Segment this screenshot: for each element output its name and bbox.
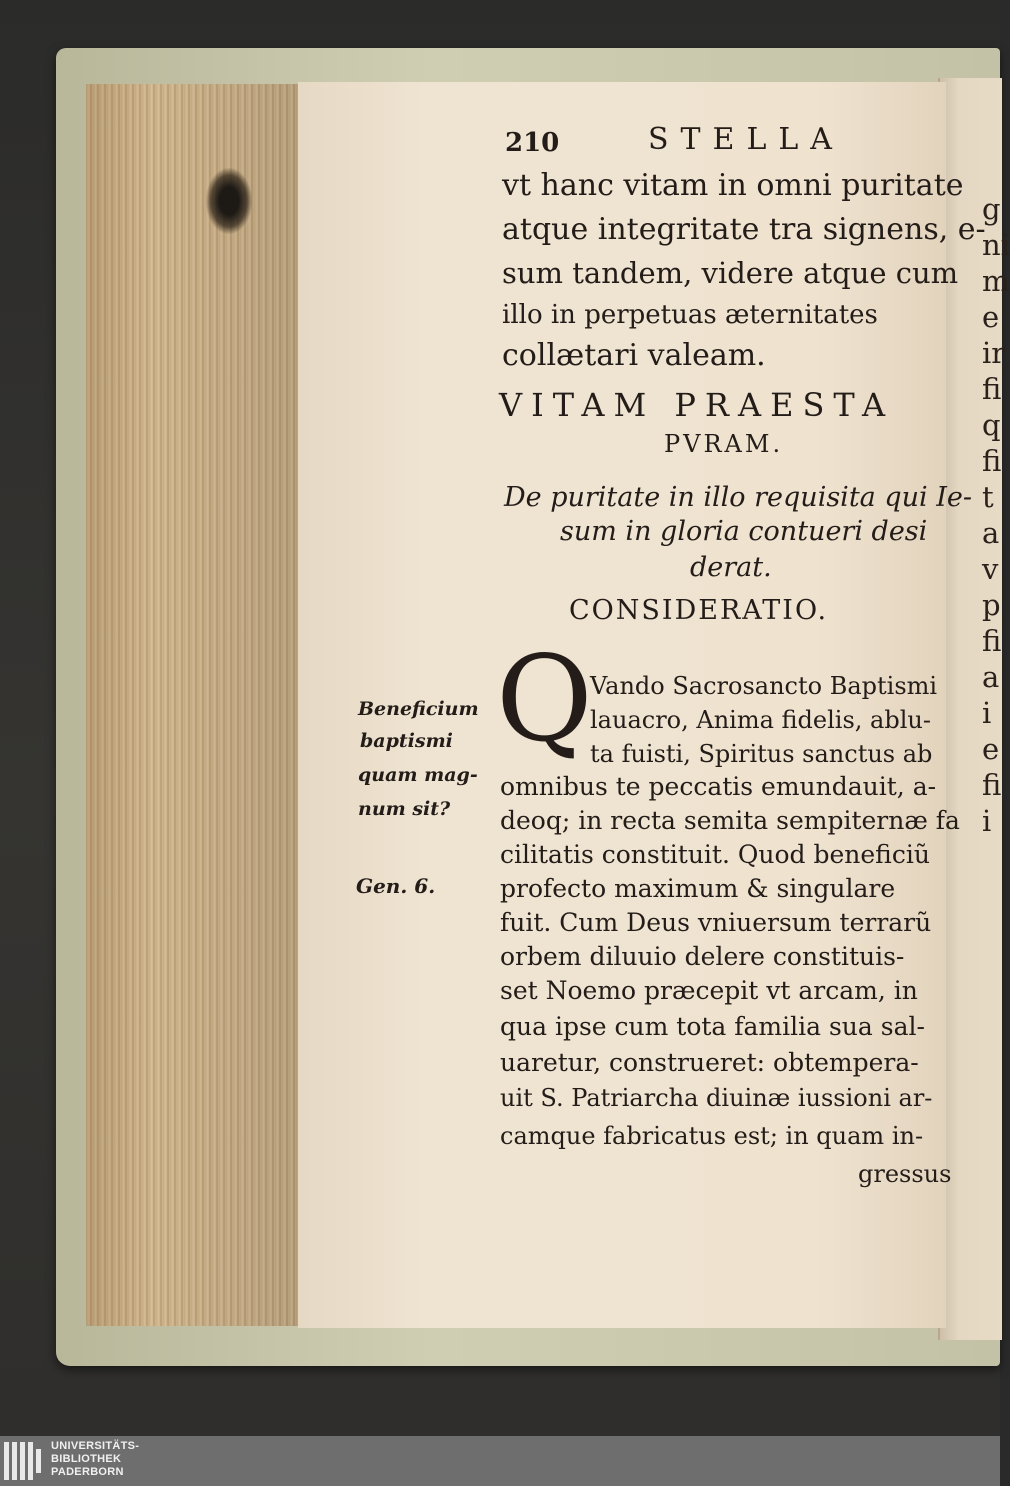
facing-page-fragment: a <box>982 660 1000 694</box>
ink-stain <box>206 168 252 234</box>
facing-page-fragment: e <box>982 732 1000 766</box>
facing-page-fragment: a <box>982 516 1000 550</box>
library-name-line1: UNIVERSITÄTS- <box>51 1440 140 1452</box>
facing-page-fragment: p <box>982 588 1001 622</box>
body-line: illo in perpetuas æternitates <box>502 300 878 330</box>
running-title: STELLA <box>648 122 844 157</box>
library-name <box>51 1440 139 1479</box>
body-line: profecto maximum & singulare <box>500 874 896 903</box>
body-line: deoq; in recta semita sempiternæ fa <box>500 806 960 835</box>
marginal-note: Beneficium <box>358 698 479 720</box>
facing-page-fragment: fi <box>982 768 1002 802</box>
library-logo-icon <box>4 1442 44 1480</box>
body-line: ta fuisti, Spiritus sanctus ab <box>590 740 933 768</box>
body-line: sum tandem, videre atque cum <box>502 256 959 290</box>
body-line: camque fabricatus est; in quam in- <box>500 1122 924 1150</box>
library-name-line3: PADERBORN <box>51 1466 124 1478</box>
page-block-edge <box>86 84 308 1326</box>
body-line: cilitatis constituit. Quod beneficiũ <box>500 840 930 869</box>
consideratio-heading: CONSIDERATIO. <box>569 595 829 626</box>
body-line: Vando Sacrosancto Baptismi <box>590 672 938 700</box>
facing-page-fragment: g <box>982 192 1001 226</box>
body-line: collætari valeam. <box>502 338 766 373</box>
facing-page-fragment: t <box>982 480 994 514</box>
marginal-note: num sit? <box>358 798 451 820</box>
facing-page-fragment: v <box>982 552 999 586</box>
facing-page-fragment: e <box>982 300 1000 334</box>
subheading-line: sum in gloria contueri desi <box>560 516 928 547</box>
facing-page-fragment: fi <box>982 624 1002 658</box>
marginal-note: baptismi <box>360 730 453 752</box>
facing-page-fragment: i <box>982 804 992 838</box>
body-line: vt hanc vitam in omni puritate <box>502 168 964 203</box>
body-line: qua ipse cum tota familia sua sal- <box>500 1012 925 1041</box>
section-heading-cont: PVRAM. <box>664 430 784 458</box>
body-line: fuit. Cum Deus vniuersum terrarũ <box>500 908 932 937</box>
marginal-note: quam mag- <box>358 764 478 786</box>
body-line: uaretur, construeret: obtempera- <box>500 1048 919 1077</box>
footer-bar <box>0 1436 1000 1486</box>
margin-reference: Gen. 6. <box>356 874 436 898</box>
facing-page-fragment: m <box>982 264 1010 298</box>
subheading-line: derat. <box>690 552 772 583</box>
facing-page-fragment: ni <box>982 228 1010 262</box>
body-line: lauacro, Anima fidelis, ablu- <box>590 706 931 734</box>
library-name-line2: BIBLIOTHEK <box>51 1453 122 1465</box>
facing-page-fragment: ir <box>982 336 1006 370</box>
facing-page-fragment: i <box>982 696 992 730</box>
section-heading: VITAM PRAESTA <box>499 386 895 424</box>
body-line: orbem diluuio delere constituis- <box>500 942 905 971</box>
catchword: gressus <box>858 1160 952 1188</box>
drop-capital: Q <box>496 630 593 768</box>
body-line: omnibus te peccatis emundauit, a- <box>500 772 937 801</box>
facing-page-fragment: fi <box>982 372 1002 406</box>
facing-page-fragment: q <box>982 408 1001 442</box>
facing-page-fragment: fi <box>982 444 1002 478</box>
body-line: uit S. Patriarcha diuinæ iussioni ar- <box>500 1084 933 1112</box>
subheading-line: De puritate in illo requisita qui Ie- <box>504 482 973 513</box>
body-line: atque integritate tra signens, e- <box>502 212 986 247</box>
body-line: set Noemo præcepit vt arcam, in <box>500 976 918 1005</box>
page-number: 210 <box>505 128 560 158</box>
